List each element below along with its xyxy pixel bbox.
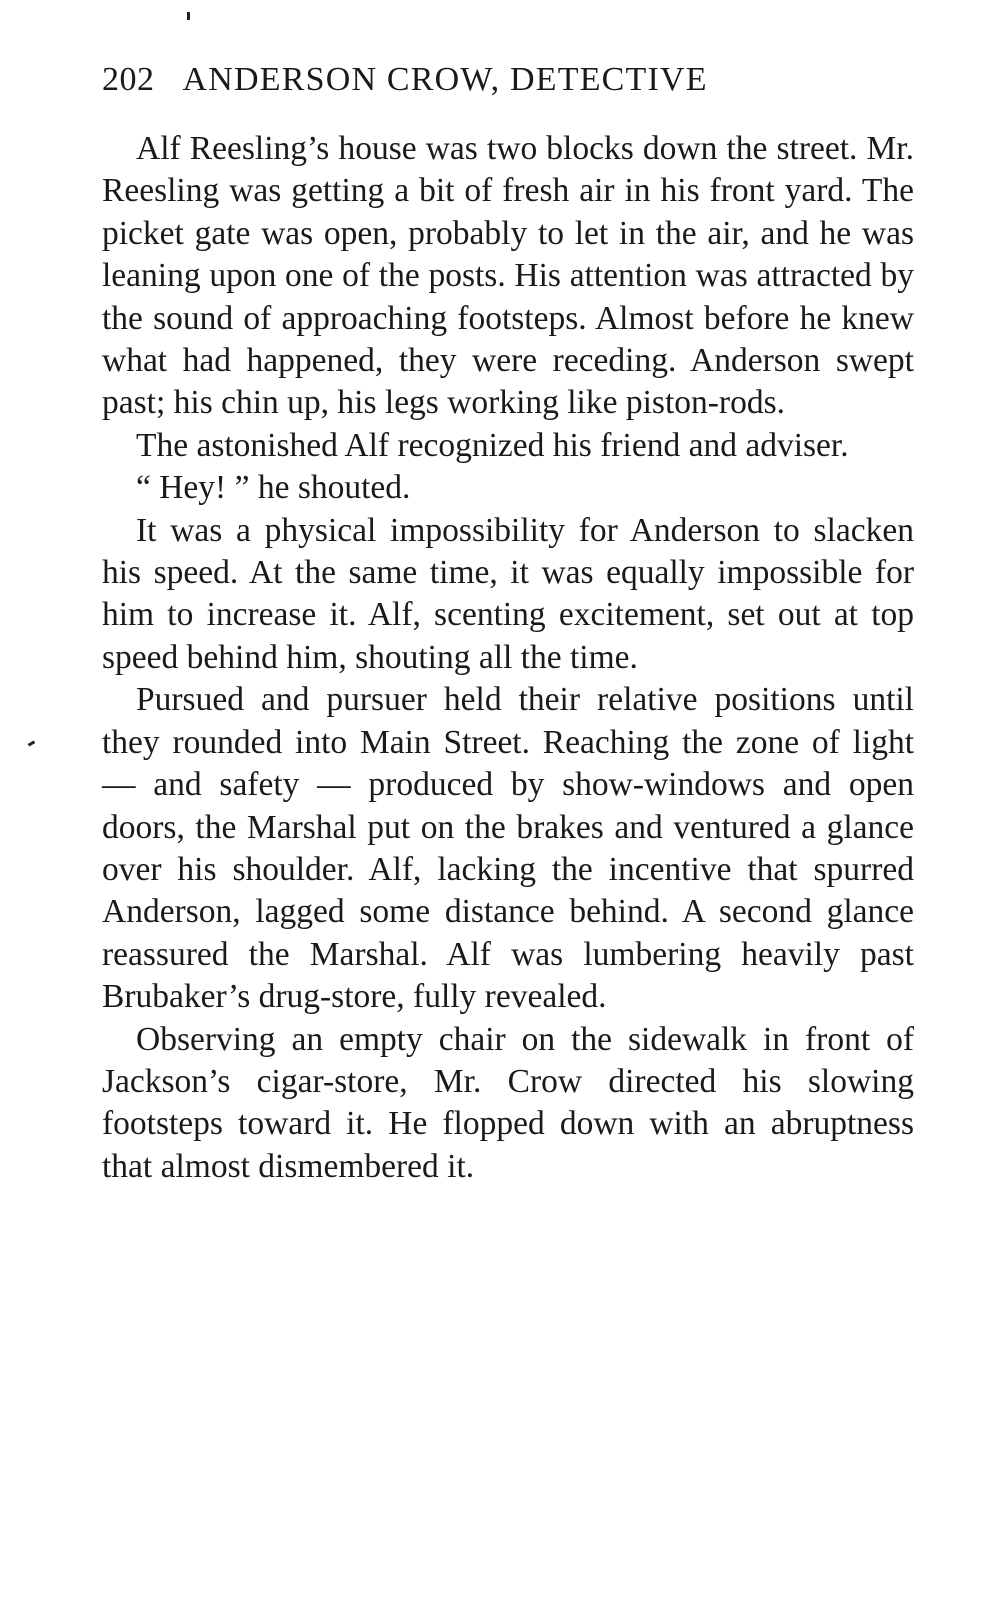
running-head xyxy=(102,58,822,102)
paragraph: Pursued and pursuer held their relative positions until they rounded into Main Street. Reaching the zone of light — and safety — produced by show-windows and open doors, the Marshal put on the brakes and ventured a glance over his shoulder. Alf, lacking the incentive that spurred Anderson, lagged some distance behind. A second glance reassured the Marshal. Alf was lumbering heavily past Brubaker’s drug-store, fully revealed. xyxy=(102,681,914,1016)
paragraph: “ Hey! ” he shouted. xyxy=(136,469,411,507)
print-speck xyxy=(187,12,190,20)
running-title: ANDERSON CROW, DETECTIVE xyxy=(182,61,708,98)
page-number: 202 xyxy=(102,61,155,98)
paragraph: It was a physical impossibility for Anderson to slacken his speed. At the same time, it was equally impossible for him to increase it. Alf, scenting excitement, set out at top speed behind him, shouting all the time. xyxy=(102,511,914,676)
paragraph: The astonished Alf recognized his friend and adviser. xyxy=(136,426,849,464)
paragraph: Observing an empty chair on the sidewalk in front of Jackson’s cigar-store, Mr. Crow directed his slowing footsteps toward it. He flopped down with an abruptness that almost dismembered it. xyxy=(102,1020,914,1185)
body-text xyxy=(102,128,914,1188)
print-speck xyxy=(28,740,36,746)
paragraph: Alf Reesling’s house was two blocks down the street. Mr. Reesling was getting a bit of fresh air in his front yard. The picket gate was open, probably to let in the air, and he was leaning upon one of the posts. His attention was attracted by the sound of approaching footsteps. Almost before he knew what had happened, they were receding. Anderson swept past; his chin up, his legs working like piston-rods. xyxy=(102,130,914,422)
